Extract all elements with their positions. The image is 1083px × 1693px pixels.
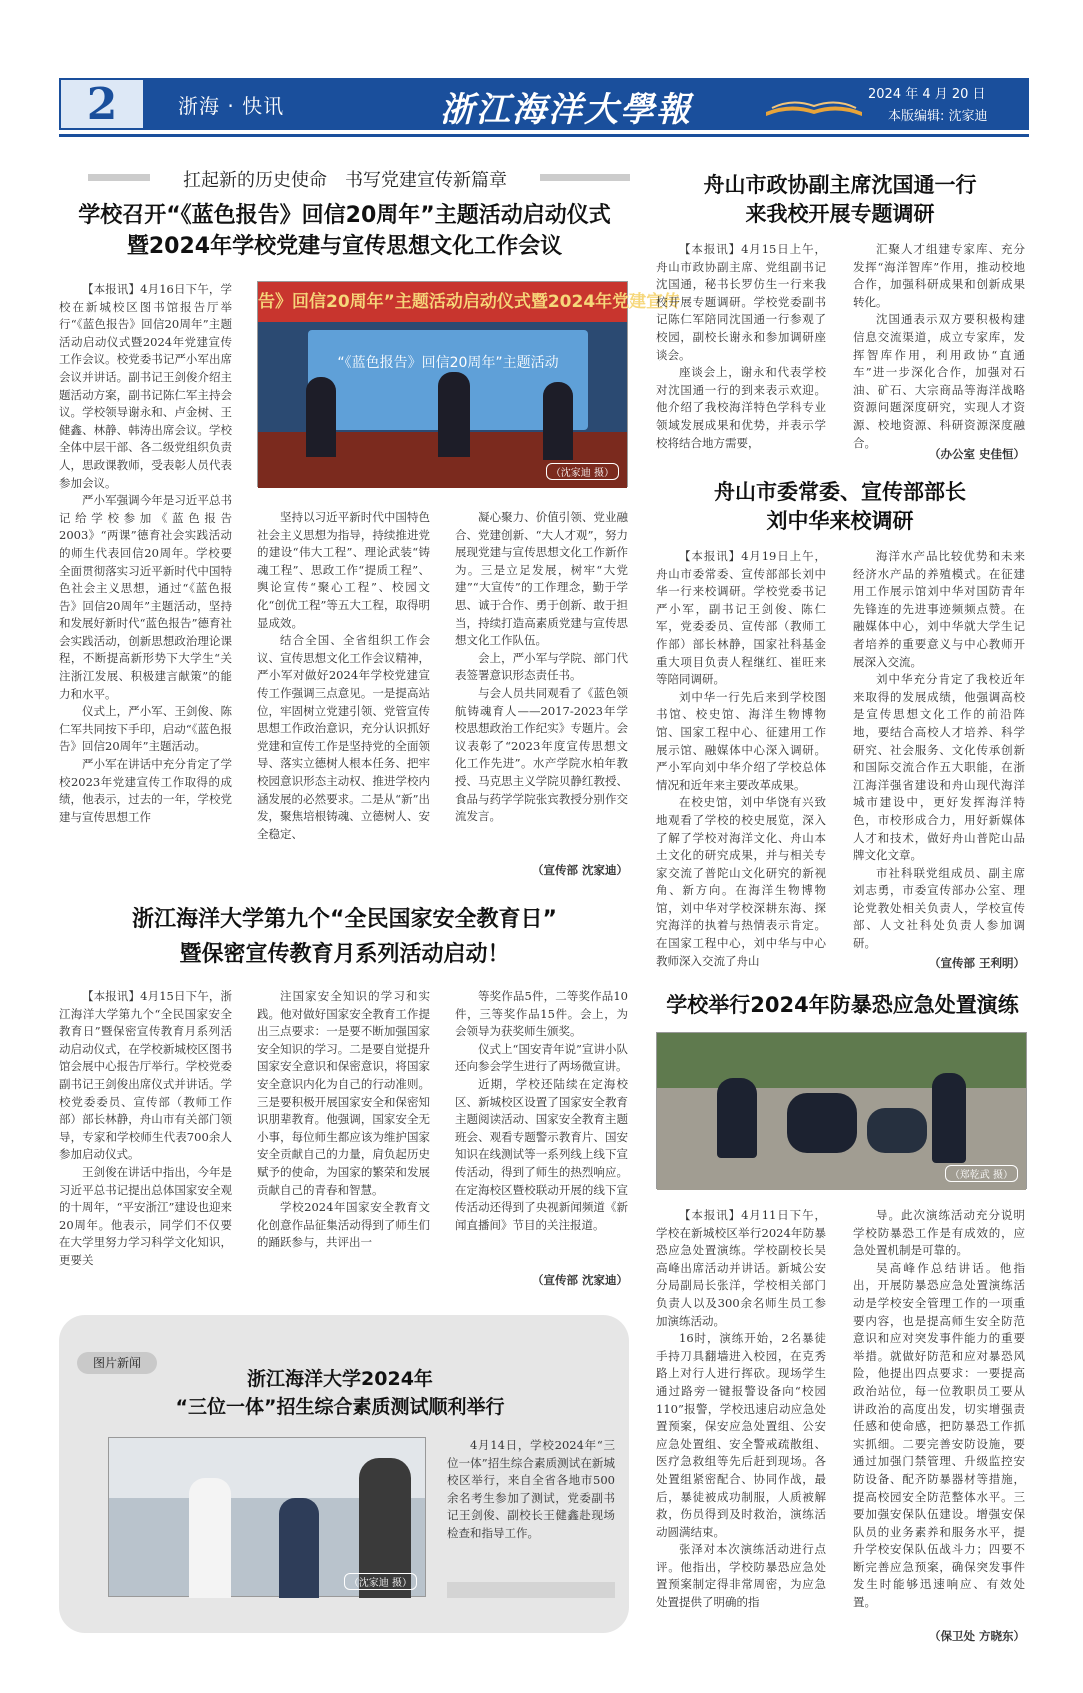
paragraph: 刘中华充分肯定了我校近年来取得的发展成绩，他强调高校是宣传思想文化工作的前沿阵地，要结合高校人才培养、科学研究、社会服务、文化传承创新和国际交流合作五大职能，在浙江海洋强省建设和舟山现代海洋城市建设中，更好发挥海洋特色，市校形成合力，用好新媒体人才和技术，做好舟山普陀山品牌文化文章。	[853, 672, 1025, 863]
article4-column-1	[656, 241, 826, 461]
section-name: 浙海 · 快讯	[178, 94, 285, 118]
page-number: 2	[86, 79, 118, 130]
article5-column-2	[853, 548, 1025, 951]
article5-byline: （宣传部 王利明）	[928, 956, 1025, 970]
photo-person	[189, 1478, 231, 1598]
paragraph: 海洋水产品比较优势和未来经济水产品的养殖模式。在征建用工作展示馆刘中华对国防青年先锋连的先进事迹频频点赞。在融媒体中心，刘中华就大学生记者培养的重要意义与中心教师开展深入交流。	[853, 549, 1025, 669]
paragraph: 王剑俊在讲话中指出，今年是习近平总书记提出总体国家安全观的十周年，“平安浙江”建设也迎来20周年。他表示，同学们不仅要在大学里努力学习科学文化知识，更要关	[59, 1164, 232, 1267]
paragraph: 结合全国、全省组织工作会议、宣传思想文化工作会议精神，严小军对做好2024年学校党建宣传工作强调三点意见。一是提高站位，牢固树立党建引领、党管宣传思想工作政治意识，充分认识抓好党建和宣传工作是坚持党的全面领导、落实立德树人根本任务、把牢校园意识形态主动权、推进学校内涵发展的必然要求。二是从“新”出发，聚焦培根铸魂、立德树人、安全稳定、	[257, 633, 430, 841]
article4-column-2	[853, 241, 1025, 450]
article2-title-line2: 暨保密宣传教育月系列活动启动！	[179, 942, 510, 967]
picture-news-label: 图片新闻	[77, 1352, 157, 1374]
paragraph: 【本报讯】4月19日上午，舟山市委常委、宣传部部长刘中华一行来校调研。学校党委书记严小军，副书记王剑俊、陈仁军，党委委员、宣传部（教师工作部）部长林静，国家社科基金重大项目负责人程继红、崔旺来等陪同调研。	[656, 549, 826, 687]
photo-officer	[932, 1073, 966, 1163]
paragraph: 座谈会上，谢永和代表学校对沈国通一行的到来表示欢迎。他介绍了我校海洋特色学科专业领域发展成果和优势，并表示学校将结合地方需要，	[656, 365, 826, 450]
article1-title-line2: 暨2024年学校党建与宣传思想文化工作会议	[126, 234, 563, 259]
photo-trees	[657, 1033, 1026, 1088]
paragraph: 刘中华一行先后来到学校图书馆、校史馆、海洋生物博物馆、国家工程中心、征建用工作展示馆、融媒体中心深入调研。严小军向刘中华介绍了学校总体情况和近年来主要改革成果。	[656, 689, 826, 792]
article2-column-3	[455, 988, 628, 1258]
photo-credit: （沈家迪 摄）	[344, 1573, 417, 1590]
book-icon	[766, 98, 862, 116]
kicker-bar-left	[88, 174, 150, 181]
paragraph: 在校史馆，刘中华饶有兴致地观看了学校的校史展览，深入了解了学校对海洋文化、舟山本土文化的研究成果，并与相关专家交流了普陀山文化研究的新视角、新方向。在海洋生物博物馆，刘中华对学校深耕东海、探究海洋的执着与热情表示肯定。在国家工程中心，刘中华与中心教师深入交流了舟山	[656, 795, 826, 968]
header-rule	[59, 134, 1029, 137]
article3-title-line2: “三位一体”招生综合素质测试顺利举行	[175, 1396, 505, 1418]
paragraph: 严小军在讲话中充分肯定了学校2023年党建宣传工作取得的成绩，他表示，过去的一年，学校党建与宣传思想工作	[59, 757, 232, 824]
article2-column-2	[257, 988, 430, 1288]
paragraph: 【本报讯】4月15日下午，浙江海洋大学第九个“全民国家安全教育日”暨保密宣传教育月系列活动启动仪式，在学校新城校区图书馆会展中心报告厅举行。学校党委副书记王剑俊出席仪式并讲话。学校党委委员、宣传部（教师工作部）部长林静，舟山市有关部门领导，专家和学校师生代表700余人参加启动仪式。	[59, 989, 232, 1162]
article1-photo	[257, 281, 681, 487]
paragraph: 【本报讯】4月11日下午，学校在新城校区举行2024年防暴恐应急处置演练。学校副校长吴高峰出席活动并讲话。新城公安分局副局长张洋，学校相关部门负责人以及300余名师生员工参加演练活动。	[656, 1208, 826, 1328]
photo-banner: 告》回信20周年”主题活动启动仪式暨2024年党建宣传	[258, 282, 627, 322]
article5-column-1	[656, 548, 826, 973]
paragraph: 近期，学校还陆续在定海校区、新城校区设置了国家安全教育主题阅读活动、国家安全教育主题班会、观看专题警示教育片、国安知识在线测试等一系列线上线下宣传活动，得到了师生的热烈响应。在定海校区暨校联动开展的线下宣传活动还得到了央视新闻频道《新闻直播间》节目的关注报道。	[455, 1076, 628, 1232]
article6-photo	[656, 1032, 1027, 1189]
paragraph: 张泽对本次演练活动进行点评。他指出，学校防暴恐应急处置预案制定得非常周密，为应急处置提供了明确的指	[656, 1542, 826, 1610]
article6-column-2	[853, 1207, 1025, 1622]
paragraph: 与会人员共同观看了《蓝色领航铸魂育人——2017-2023年学校思想政治工作纪实》专题片。会议表彰了“2023年度宣传思想文化工作先进”。水产学院水柏年教授、马克思主义学院贝静红教授、食品与药学学院张宾教授分别作交流发言。	[455, 685, 628, 824]
article2-title-line1: 浙江海洋大学第九个“全民国家安全教育日”	[132, 907, 557, 932]
paragraph: 吴高峰作总结讲话。他指出，开展防暴恐应急处置演练活动是学校安全管理工作的一项重要内容，也是提高师生安全防范意识和应对突发事件能力的重要举措。就做好防范和应对暴恐风险，他提出四点要求：一要提高政治站位，每一位教职员工要从讲政治的高度出发，切实增强责任感和使命感，把防暴恐工作抓实抓细。二要完善安防设施，要通过加强门禁管理、升级监控安防设备、配齐防暴器材等措施，提高校园安全防范整体水平。三要加强安保队伍建设。增强安保队员的业务素养和服务水平，提升学校安保队伍战斗力；四要不断完善应急预案，确保突发事件发生时能够迅速响应、有效处置。	[853, 1260, 1025, 1610]
article5-title-line1: 舟山市委常委、宣传部部长	[714, 480, 966, 504]
photo-credit: （沈家迪 摄）	[546, 463, 619, 480]
article6-byline: （保卫处 方晓东）	[928, 1629, 1025, 1643]
article3-title-line1: 浙江海洋大学2024年	[247, 1368, 433, 1390]
paragraph: 注国家安全知识的学习和实践。他对做好国家安全教育工作提出三点要求：一是要不断加强国家安全知识的学习。二是要自觉提升国家安全意识和保密意识，将国家安全意识内化为自己的行动准则。三是要积极开展国家安全和保密知识朋辈教育。他强调，国家安全无小事，每位师生都应该为维护国家安全贡献自己的力量，肩负起历史赋予的使命，为国家的繁荣和发展贡献自己的青春和智慧。	[257, 989, 430, 1197]
issue-date: 2024 年 4 月 20 日	[868, 87, 986, 102]
page-editor: 本版编辑: 沈家迪	[888, 109, 988, 124]
paragraph: 凝心聚力、价值引领、党业融合、党建创新、“大人才观”，努力展现党建与宣传思想文化工作新作为。三是立足发展，树牢“大党建”“大宣传”的工作理念，勤于学思、诚于合作、勇于创新、敢于担当，持续打造高素质党建与宣传思想文化工作队伍。	[455, 510, 628, 648]
article1-title-line1: 学校召开“《蓝色报告》回信20周年”主题活动启动仪式	[78, 203, 611, 228]
article2-column-1	[59, 988, 232, 1288]
paragraph: 4月14日，学校2024年“三位一体”招生综合素质测试在新城校区举行，来自全省各地市500余名考生参加了测试，党委副书记王剑俊、副校长王健鑫赴现场检查和指导工作。	[447, 1438, 615, 1540]
photo-person	[543, 382, 573, 460]
photo-officer	[717, 1078, 757, 1158]
photo-officer	[787, 1093, 857, 1153]
article5-title-line2: 刘中华来校调研	[766, 509, 914, 533]
article1-column-3	[455, 509, 628, 849]
paragraph: 汇聚人才组建专家库、充分发挥“海洋智库”作用，推动校地合作，加强科研成果和创新成果转化。	[853, 242, 1025, 309]
article4-title-line2: 来我校开展专题调研	[745, 202, 935, 226]
paragraph: 导。此次演练活动充分说明学校防暴恐工作是有成效的，应急处置机制是可靠的。	[853, 1208, 1025, 1258]
article6-column-1	[656, 1207, 826, 1632]
article6-title: 学校举行2024年防暴恐应急处置演练	[666, 993, 1019, 1017]
article1-byline: （宣传部 沈家迪）	[531, 863, 628, 877]
article4-byline: （办公室 史佳恒）	[928, 447, 1025, 461]
paragraph: 仪式上“国安青年说”宣讲小队还向参会学生进行了两场微宣讲。	[455, 1041, 628, 1074]
article1-column-1	[59, 281, 232, 881]
decorative-bar	[447, 1582, 615, 1598]
article1-column-2	[257, 509, 430, 881]
article2-byline: （宣传部 沈家迪）	[531, 1273, 628, 1287]
photo-screen-text: “《蓝色报告》回信20周年”主题活动	[337, 355, 559, 371]
paragraph: 学校2024年国家安全教育文化创意作品征集活动得到了师生们的踊跃参与，共评出一	[257, 1200, 430, 1250]
paragraph: 等奖作品5件，二等奖作品10件，三等奖作品15件。会上，为会领导为获奖师生颁奖。	[455, 989, 628, 1039]
article1-kicker: 扛起新的历史使命 书写党建宣传新篇章	[183, 170, 507, 191]
paragraph: 16时，演练开始，2名暴徒手持刀具翻墙进入校园，在克秀路上对行人进行挥砍。现场学生通过路旁一键报警设备向“校园110”报警，学校迅速启动应急处置预案，保安应急处置组、公安应急处置组、安全警戒疏散组、医疗急救组等先后赶到现场。各处置组紧密配合、协同作战，最后，暴徒被成功制服，人质被解救，伤员得到及时救治，演练活动圆满结束。	[656, 1331, 826, 1539]
page-number-box	[59, 78, 145, 130]
article3-body	[447, 1437, 615, 1567]
paragraph: 【本报讯】4月15日上午，舟山市政协副主席、党组副书记沈国通，秘书长罗仿生一行来我校开展专题调研。学校党委副书记陈仁军陪同沈国通一行参观了校园，副校长谢永和参加调研座谈会。	[656, 242, 826, 362]
photo-person	[279, 1498, 319, 1598]
paragraph: 坚持以习近平新时代中国特色社会主义思想为指导，持续推进党的建设“伟大工程”、理论武装“铸魂工程”、思政工作“提质工程”、舆论宣传“聚心工程”、校园文化“创优工程”等五大工程，取得明显成效。	[257, 510, 430, 630]
paragraph: 市社科联党组成员、副主席刘志勇，市委宣传部办公室、理论党教处相关负责人，学校宣传部、人文社科处负责人参加调研。	[853, 865, 1025, 951]
paragraph: 会上，严小军与学院、部门代表签署意识形态责任书。	[455, 650, 628, 683]
photo-credit: （郑乾武 摄）	[945, 1165, 1018, 1182]
article3-photo	[108, 1437, 426, 1597]
paragraph: 沈国通表示双方要积极构建信息交流渠道，成立专家库，发挥智库作用，利用政协“直通车”进一步深化合作，加强对石油、矿石、大宗商品等海洋战略资源问题深度研究，实现人才资源、校地资源、科研资源深度融合。	[853, 312, 1025, 450]
article4-title-line1: 舟山市政协副主席沈国通一行	[703, 173, 977, 197]
paragraph: 仪式上，严小军、王剑俊、陈仁军共同按下手印，启动“《蓝色报告》回信20周年”主题活动。	[59, 704, 232, 754]
kicker-bar-right	[540, 174, 630, 181]
photo-officer	[867, 1108, 927, 1153]
paragraph: 【本报讯】4月16日下午，学校在新城校区图书馆报告厅举行“《蓝色报告》回信20周年”主题活动启动仪式暨2024年党建宣传工作会议。校党委书记严小军出席会议并讲话。副书记王剑俊介绍主题活动方案，副书记陈仁军主持会议。学校领导谢永和、卢金树、王健鑫、林静、韩涛出席会议。学校全体中层干部、各二级党组织负责人，思政课教师，受表彰人员代表参加会议。	[59, 282, 232, 490]
photo-person	[438, 372, 470, 457]
paragraph: 严小军强调今年是习近平总书记给学校参加《蓝色报告2003》“两课”德育社会实践活动的师生代表回信20周年。学校要全面贯彻落实习近平新时代中国特色社会主义思想，通过“《蓝色报告》回信20周年”主题活动，坚持和发展好新时代“蓝色报告”德育社会实践活动，创新思想政治理论课程，不断提高新形势下大学生“关注浙江发展、积极建言献策”的能力和水平。	[59, 493, 232, 701]
paper-name: 浙江海洋大學報	[440, 90, 692, 130]
photo-person	[306, 377, 336, 457]
